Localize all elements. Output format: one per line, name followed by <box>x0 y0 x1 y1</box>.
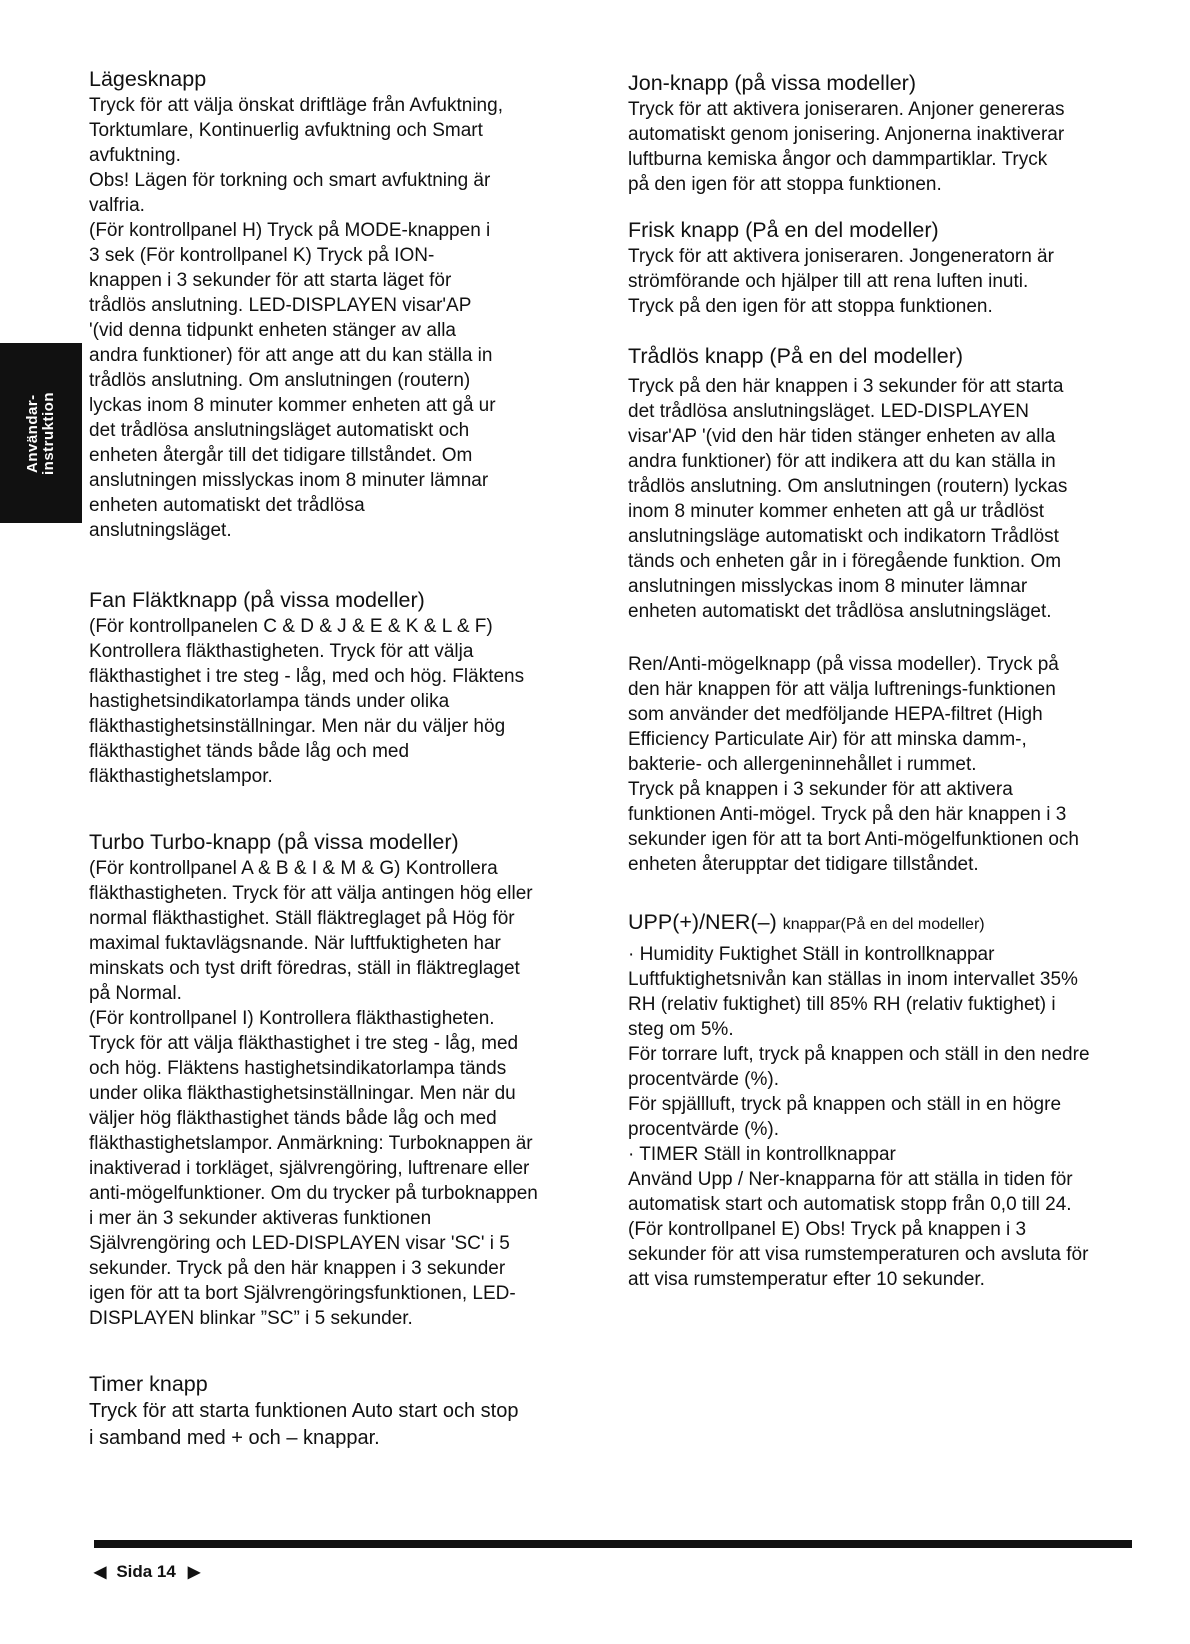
side-tab-label: Användar- instruktion <box>24 391 57 475</box>
section-paragraph: · Humidity Fuktighet Ställ in kontrollknappar Luftfuktighetsnivån kan ställas in inom intervallet 35% RH (relativ fuktighet) till 85% RH (relativ fuktighet) i steg om 5%. För torrare luft, tryck på knappen och ställ in den nedre procentvärde (%). För spjällluft, tryck på knappen och ställ in en högre procentvärde (%). · TIMER Ställ in kontrollknappar Använd Upp / Ner-knapparna för att ställa in tiden för automatisk start och automatisk stopp från 0,0 till 24. (För kontrollpanel E) Obs! Tryck på knappen i 3 sekunder för att visa rumstemperaturen och avsluta för att visa rumstemperatur efter 10 sekunder. <box>628 944 1090 1290</box>
section-heading: Lägesknapp <box>89 67 207 91</box>
section-heading: Jon-knapp (på vissa modeller) <box>628 71 916 95</box>
section-paragraph: (För kontrollpanelen C & D & J & E & K & L & F) Kontrollera fläkthastigheten. Tryck för att välja fläkthastighet i tre steg - låg, med och hög. Fläktens hastighetsindikatorlampa tänds under olika fläkthastighetsinställningar. Men när du väljer hög fläkthastighet tänds både låg och med fläkthastighetslampor. <box>89 616 525 787</box>
right-column <box>628 70 1173 1292</box>
section-timer <box>89 1371 619 1452</box>
footer-rule <box>94 1540 1132 1548</box>
section-paragraph: Tryck för att aktivera joniseraren. Anjoner genereras automatiskt genom jonisering. Anjonerna inaktiverar luftburna kemiska ångor och dammpartiklar. Tryck på den igen för att stoppa funktionen. <box>628 99 1065 195</box>
section-paragraph: (För kontrollpanel I) Kontrollera fläkthastigheten. Tryck för att välja fläkthastighet i tre steg - låg, med och hög. Fläktens hastighetsindikatorlampa tänds under olika fläkthastighetsinställningar. Men när du väljer hög fläkthastighet tänds både låg och med fläkthastighetslampor. Anmärkning: Turboknappen är inaktiverad i torkläget, självrengöring, luftrenare eller anti-mögelfunktioner. Om du trycker på turboknappen i mer än 3 sekunder aktiveras funktionen Självrengöring och LED-DISPLAYEN visar 'SC' i 5 sekunder. Tryck på den här knappen i 3 sekunder igen för att ta bort Självrengöringsfunktionen, LED- DISPLAYEN blinkar ”SC” i 5 sekunder. <box>89 1008 538 1329</box>
section-paragraph: Tryck för att välja önskat driftläge från Avfuktning, Torktumlare, Kontinuerlig avfuktning och Smart avfuktning. <box>89 95 503 166</box>
section-paragraph: Tryck på den här knappen i 3 sekunder för att starta det trådlösa anslutningsläget. LED-DISPLAYEN visar'AP '(vid den här tiden stänger enheten av alla andra funktioner) för att indikera att du kan ställa in trådlös anslutning. Om anslutningen (routern) lyckas inom 8 minuter kommer enheten att gå ur trådlöst anslutningsläge automatiskt och indikatorn Trådlöst tänds och enheten går in i föregående funktion. Om anslutningen misslyckas inom 8 minuter lämnar enheten automatiskt det trådlösa anslutningsläget. <box>628 376 1068 622</box>
left-column <box>89 66 619 1452</box>
next-page-arrow-icon[interactable]: ▶ <box>187 1564 201 1581</box>
section-lagesknapp <box>89 66 619 543</box>
section-paragraph: Obs! Lägen för torkning och smart avfuktning är valfria. <box>89 170 491 216</box>
section-jon <box>628 70 1173 197</box>
section-upp-ner <box>628 909 1173 1292</box>
page-number: Sida 14 <box>116 1562 176 1581</box>
section-paragraph: Tryck för att aktivera joniseraren. Jongeneratorn är strömförande och hjälper till att rena luften inuti. Tryck på den igen för att stoppa funktionen. <box>628 246 1054 317</box>
section-paragraph: (För kontrollpanel A & B & I & M & G) Kontrollera fläkthastigheten. Tryck för att välja antingen hög eller normal fläkthastighet. Ställ fläktreglaget på Hög för maximal fuktavlägsnande. När luftfuktigheten har minskats och tyst drift föredras, ställ in fläktreglaget på Normal. <box>89 858 533 1004</box>
side-tab <box>0 343 82 523</box>
section-tradlos <box>628 343 1173 624</box>
section-fan <box>89 587 619 789</box>
section-heading: Timer knapp <box>89 1372 208 1396</box>
section-ren-anti-mogel <box>628 652 1173 877</box>
section-heading-main: UPP(+)/NER(–) <box>628 910 777 934</box>
section-heading: Frisk knapp (På en del modeller) <box>628 218 939 242</box>
section-paragraph: (För kontrollpanel H) Tryck på MODE-knappen i 3 sek (För kontrollpanel K) Tryck på ION- knappen i 3 sekunder för att starta läget för trådlös anslutning. LED-DISPLAYEN visar'AP '(vid denna tidpunkt enheten stänger av alla andra funktioner) för att ange att du kan ställa in trådlös anslutning. Om anslutningen (routern) lyckas inom 8 minuter kommer enheten att gå ur det trådlösa anslutningsläget automatiskt och enheten återgår till det tidigare tillståndet. Om anslutningen misslyckas inom 8 minuter lämnar enheten automatiskt det trådlösa anslutningsläget. <box>89 220 496 541</box>
section-heading-suffix: knappar(På en del modeller) <box>782 916 985 933</box>
section-paragraph: Ren/Anti-mögelknapp (på vissa modeller). Tryck på den här knappen för att välja luftrenings-funktionen som använder det medföljande HEPA-filtret (High Efficiency Particulate Air) för att minska damm-, bakterie- och allergeninnehållet i rummet. Tryck på knappen i 3 sekunder för att aktivera funktionen Anti-mögel. Tryck på den här knappen i 3 sekunder igen för att ta bort Anti-mögelfunktionen och enheten återupptar det tidigare tillståndet. <box>628 654 1079 875</box>
section-heading <box>628 909 1173 938</box>
section-heading: Fan Fläktknapp (på vissa modeller) <box>89 588 425 612</box>
prev-page-arrow-icon[interactable]: ◀ <box>94 1564 107 1581</box>
section-heading: Trådlös knapp (På en del modeller) <box>628 344 964 368</box>
section-frisk <box>628 217 1173 319</box>
section-turbo <box>89 829 619 1331</box>
section-heading: Turbo Turbo-knapp (på vissa modeller) <box>89 830 459 854</box>
section-paragraph: Tryck för att starta funktionen Auto start och stop i samband med + och – knappar. <box>89 1400 519 1449</box>
footer <box>94 1562 200 1582</box>
